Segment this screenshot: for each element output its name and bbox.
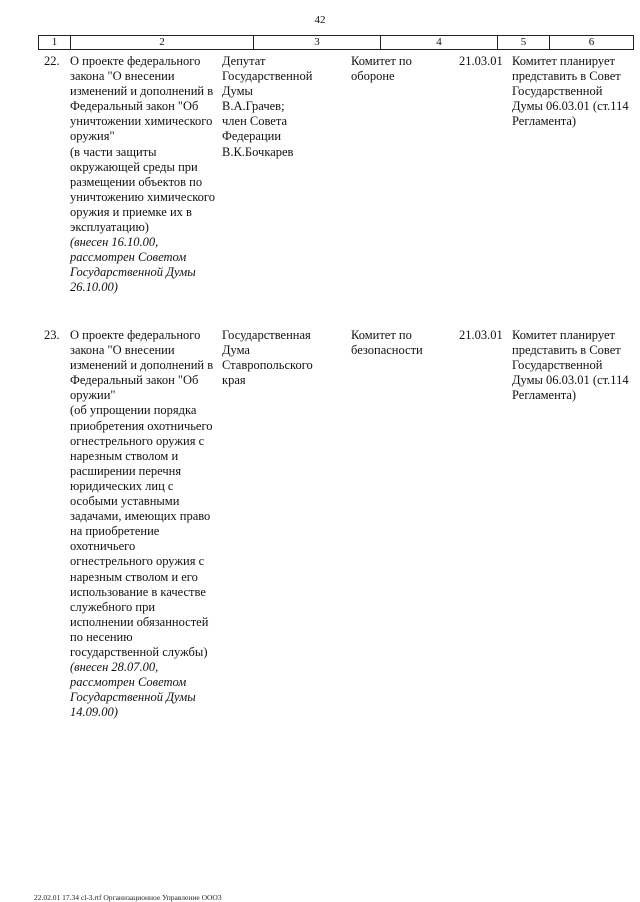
page-number: 42 (314, 14, 326, 26)
column-header-4: 4 (380, 36, 497, 49)
bill-submission-info: (внесен 16.10.00, рассмотрен Советом Государственной Думы 26.10.00) (70, 235, 196, 295)
bill-description (70, 328, 215, 720)
bill-submission-info: (внесен 28.07.00, рассмотрен Советом Государственной Думы 14.09.00) (70, 660, 196, 720)
column-header-5: 5 (497, 36, 549, 49)
column-header-2: 2 (70, 36, 253, 49)
author-line: Дума (222, 343, 250, 358)
table-header-row (38, 35, 634, 50)
column-header-1: 1 (51, 36, 58, 48)
row-number: 23. (44, 328, 60, 342)
responsible-committee: Комитет по обороне (351, 54, 412, 84)
bill-title: О проекте федерального закона "О внесении изменений и дополнений в Федеральный закон "Об оружии" (70, 328, 214, 403)
bill-description (70, 54, 215, 296)
status-note: Комитет планирует представить в Совет Государственной Думы 06.03.01 (ст.114 Регламента) (512, 328, 629, 403)
bill-title: О проекте федерального закона "О внесении изменений и дополнений в Федеральный закон "Об уничтожении химического оружия" (70, 54, 214, 144)
bill-author (222, 54, 344, 160)
author-line: В.К.Бочкарев (222, 144, 294, 159)
author-line: В.А.Грачев; (222, 99, 285, 114)
row-number: 22. (44, 54, 60, 68)
date: 21.03.01 (459, 54, 503, 68)
document-footer: 22.02.01 17.34 cl-3.rtf Организационное Управление ООО3 (34, 893, 222, 902)
responsible-committee: Комитет по безопасности (351, 328, 423, 358)
author-line: края (222, 373, 246, 388)
author-line: Депутат (222, 54, 266, 68)
date: 21.03.01 (459, 328, 503, 342)
column-header-3: 3 (253, 36, 380, 49)
bill-clarification: (в части защиты окружающей среды при размещении объектов по уничтожению химического оружия и приемке их в эксплуатацию) (70, 144, 216, 235)
status-note: Комитет планирует представить в Совет Государственной Думы 06.03.01 (ст.114 Регламента) (512, 54, 629, 129)
column-header-6: 6 (549, 36, 633, 49)
bill-clarification: (об упрощении порядка приобретения охотничьего огнестрельного оружия с нарезным стволом и расширении перечня юридических лиц с особыми уставными задачами, имеющих право на приобретение охотничьего огнестрельного оружия с нарезным стволом и его использование в качестве служебного при исполнении обязанностей по несению государственной службы) (70, 403, 213, 659)
author-line: Государственная (222, 328, 311, 342)
author-line: член Совета (222, 114, 288, 129)
author-line: Государственной (222, 69, 313, 84)
author-line: Думы (222, 84, 253, 99)
author-line: Ставропольского (222, 358, 313, 373)
author-line: Федерации (222, 129, 282, 144)
bill-author (222, 328, 344, 388)
